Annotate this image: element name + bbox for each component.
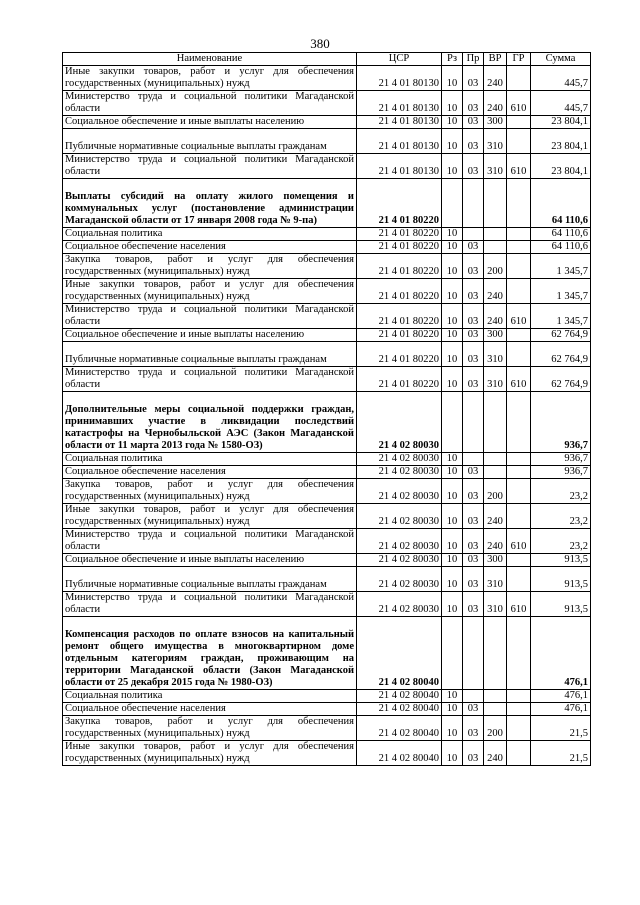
header-sum: Сумма	[531, 53, 591, 66]
cell-rz: 10	[442, 466, 463, 479]
cell-rz	[442, 179, 463, 228]
cell-gr: 610	[507, 91, 531, 116]
cell-vr	[484, 690, 507, 703]
cell-pr	[463, 617, 484, 690]
cell-rz: 10	[442, 279, 463, 304]
cell-sum: 62 764,9	[531, 342, 591, 367]
cell-name: Социальное обеспечение населения	[63, 703, 357, 716]
cell-csr: 21 4 01 80220	[357, 367, 442, 392]
cell-vr: 310	[484, 342, 507, 367]
budget-table	[62, 52, 591, 766]
cell-gr	[507, 241, 531, 254]
cell-vr	[484, 703, 507, 716]
cell-name: Социальное обеспечение и иные выплаты населению	[63, 329, 357, 342]
cell-sum: 23,2	[531, 479, 591, 504]
table-row	[63, 741, 591, 766]
table-row	[63, 342, 591, 367]
cell-pr: 03	[463, 116, 484, 129]
table-row	[63, 254, 591, 279]
cell-vr	[484, 466, 507, 479]
cell-gr: 610	[507, 304, 531, 329]
cell-name: Иные закупки товаров, работ и услуг для обеспечения государственных (муниципальных) нужд	[63, 66, 357, 91]
cell-gr	[507, 690, 531, 703]
table-row	[63, 567, 591, 592]
cell-sum: 62 764,9	[531, 367, 591, 392]
cell-sum: 936,7	[531, 466, 591, 479]
cell-sum: 21,5	[531, 741, 591, 766]
cell-rz: 10	[442, 504, 463, 529]
cell-rz	[442, 392, 463, 453]
cell-vr: 240	[484, 66, 507, 91]
cell-csr: 21 4 01 80220	[357, 342, 442, 367]
cell-vr: 310	[484, 154, 507, 179]
table-row	[63, 304, 591, 329]
table-row	[63, 504, 591, 529]
cell-gr: 610	[507, 529, 531, 554]
cell-gr: 610	[507, 154, 531, 179]
header-gr: ГР	[507, 53, 531, 66]
cell-gr	[507, 703, 531, 716]
cell-gr	[507, 228, 531, 241]
cell-csr: 21 4 01 80130	[357, 154, 442, 179]
header-vr: ВР	[484, 53, 507, 66]
cell-csr: 21 4 02 80030	[357, 592, 442, 617]
cell-pr: 03	[463, 154, 484, 179]
cell-pr	[463, 453, 484, 466]
header-csr: ЦСР	[357, 53, 442, 66]
cell-vr: 310	[484, 567, 507, 592]
cell-sum: 1 345,7	[531, 254, 591, 279]
cell-gr	[507, 342, 531, 367]
table-row	[63, 116, 591, 129]
cell-name: Публичные нормативные социальные выплаты гражданам	[63, 567, 357, 592]
cell-gr	[507, 479, 531, 504]
cell-gr	[507, 504, 531, 529]
cell-gr	[507, 66, 531, 91]
header-name: Наименование	[63, 53, 357, 66]
cell-pr: 03	[463, 479, 484, 504]
cell-csr: 21 4 01 80220	[357, 228, 442, 241]
cell-pr: 03	[463, 91, 484, 116]
cell-sum: 23 804,1	[531, 129, 591, 154]
cell-name: Министерство труда и социальной политики Магаданской области	[63, 154, 357, 179]
cell-pr: 03	[463, 592, 484, 617]
cell-sum: 1 345,7	[531, 279, 591, 304]
cell-pr: 03	[463, 129, 484, 154]
table-row	[63, 154, 591, 179]
cell-sum: 445,7	[531, 66, 591, 91]
cell-vr: 200	[484, 716, 507, 741]
cell-rz: 10	[442, 554, 463, 567]
cell-csr: 21 4 02 80030	[357, 392, 442, 453]
table-row	[63, 66, 591, 91]
cell-pr: 03	[463, 279, 484, 304]
cell-gr: 610	[507, 367, 531, 392]
cell-vr: 310	[484, 592, 507, 617]
cell-pr	[463, 392, 484, 453]
cell-name: Закупка товаров, работ и услуг для обеспечения государственных (муниципальных) нужд	[63, 716, 357, 741]
cell-pr: 03	[463, 703, 484, 716]
cell-csr: 21 4 02 80040	[357, 741, 442, 766]
cell-gr	[507, 279, 531, 304]
table-row	[63, 479, 591, 504]
table-row	[63, 329, 591, 342]
cell-sum: 913,5	[531, 567, 591, 592]
cell-sum: 62 764,9	[531, 329, 591, 342]
cell-sum: 23,2	[531, 529, 591, 554]
cell-rz: 10	[442, 690, 463, 703]
cell-name: Социальная политика	[63, 690, 357, 703]
table-row	[63, 367, 591, 392]
cell-rz: 10	[442, 241, 463, 254]
cell-pr: 03	[463, 567, 484, 592]
cell-csr: 21 4 02 80030	[357, 504, 442, 529]
cell-sum: 23,2	[531, 504, 591, 529]
cell-csr: 21 4 02 80040	[357, 617, 442, 690]
cell-name: Закупка товаров, работ и услуг для обеспечения государственных (муниципальных) нужд	[63, 254, 357, 279]
table-row	[63, 241, 591, 254]
cell-pr	[463, 179, 484, 228]
cell-csr: 21 4 01 80220	[357, 304, 442, 329]
table-row	[63, 617, 591, 690]
cell-pr: 03	[463, 304, 484, 329]
cell-sum: 64 110,6	[531, 241, 591, 254]
cell-vr	[484, 392, 507, 453]
cell-name: Закупка товаров, работ и услуг для обеспечения государственных (муниципальных) нужд	[63, 479, 357, 504]
cell-vr: 310	[484, 129, 507, 154]
cell-rz: 10	[442, 453, 463, 466]
cell-csr: 21 4 01 80130	[357, 91, 442, 116]
cell-rz: 10	[442, 116, 463, 129]
cell-name: Социальное обеспечение и иные выплаты населению	[63, 554, 357, 567]
cell-name: Дополнительные меры социальной поддержки граждан, принимавших участие в ликвидации последствий катастрофы на Чернобыльской АЭС (Закон Магаданской области от 11 марта 2013 года № 1580-ОЗ)	[63, 392, 357, 453]
cell-gr	[507, 716, 531, 741]
cell-csr: 21 4 02 80030	[357, 453, 442, 466]
cell-gr	[507, 567, 531, 592]
cell-csr: 21 4 01 80130	[357, 116, 442, 129]
cell-pr: 03	[463, 554, 484, 567]
table-row	[63, 228, 591, 241]
cell-pr: 03	[463, 241, 484, 254]
cell-rz: 10	[442, 91, 463, 116]
cell-sum: 1 345,7	[531, 304, 591, 329]
table-row	[63, 91, 591, 116]
cell-gr	[507, 116, 531, 129]
cell-pr: 03	[463, 529, 484, 554]
cell-vr: 240	[484, 304, 507, 329]
cell-name: Иные закупки товаров, работ и услуг для обеспечения государственных (муниципальных) нужд	[63, 279, 357, 304]
cell-csr: 21 4 02 80040	[357, 716, 442, 741]
header-pr: Пр	[463, 53, 484, 66]
cell-name: Министерство труда и социальной политики Магаданской области	[63, 592, 357, 617]
cell-sum: 23 804,1	[531, 154, 591, 179]
cell-rz: 10	[442, 529, 463, 554]
cell-vr: 240	[484, 529, 507, 554]
cell-gr	[507, 453, 531, 466]
cell-csr: 21 4 01 80130	[357, 66, 442, 91]
cell-sum: 64 110,6	[531, 228, 591, 241]
cell-pr: 03	[463, 329, 484, 342]
cell-gr	[507, 466, 531, 479]
cell-name: Выплаты субсидий на оплату жилого помещения и коммунальных услуг (постановление администрации Магаданской области от 17 января 2008 года № 9-па)	[63, 179, 357, 228]
cell-pr	[463, 690, 484, 703]
cell-vr	[484, 179, 507, 228]
cell-csr: 21 4 01 80220	[357, 241, 442, 254]
cell-rz: 10	[442, 479, 463, 504]
cell-rz: 10	[442, 154, 463, 179]
cell-vr: 310	[484, 367, 507, 392]
cell-csr: 21 4 02 80040	[357, 703, 442, 716]
cell-rz	[442, 617, 463, 690]
cell-gr: 610	[507, 592, 531, 617]
cell-sum: 476,1	[531, 690, 591, 703]
header-rz: Рз	[442, 53, 463, 66]
cell-name: Министерство труда и социальной политики Магаданской области	[63, 91, 357, 116]
cell-name: Социальное обеспечение и иные выплаты населению	[63, 116, 357, 129]
table-row	[63, 592, 591, 617]
cell-vr: 240	[484, 741, 507, 766]
cell-rz: 10	[442, 567, 463, 592]
cell-pr	[463, 228, 484, 241]
cell-gr	[507, 554, 531, 567]
cell-gr	[507, 392, 531, 453]
cell-rz: 10	[442, 304, 463, 329]
cell-pr: 03	[463, 741, 484, 766]
cell-rz: 10	[442, 66, 463, 91]
cell-rz: 10	[442, 367, 463, 392]
table-row	[63, 279, 591, 304]
cell-sum: 23 804,1	[531, 116, 591, 129]
cell-gr	[507, 129, 531, 154]
cell-gr	[507, 179, 531, 228]
table-header-row	[63, 53, 591, 66]
cell-vr	[484, 228, 507, 241]
cell-rz: 10	[442, 342, 463, 367]
cell-pr: 03	[463, 66, 484, 91]
cell-name: Министерство труда и социальной политики Магаданской области	[63, 367, 357, 392]
cell-csr: 21 4 02 80030	[357, 529, 442, 554]
cell-gr	[507, 741, 531, 766]
table-row	[63, 690, 591, 703]
cell-vr	[484, 453, 507, 466]
cell-vr: 300	[484, 329, 507, 342]
cell-rz: 10	[442, 716, 463, 741]
page-number: 380	[310, 36, 330, 51]
cell-gr	[507, 329, 531, 342]
table-row	[63, 453, 591, 466]
cell-rz: 10	[442, 592, 463, 617]
cell-csr: 21 4 01 80220	[357, 179, 442, 228]
cell-name: Социальная политика	[63, 453, 357, 466]
cell-name: Социальное обеспечение населения	[63, 466, 357, 479]
table-body	[63, 66, 591, 766]
cell-name: Министерство труда и социальной политики Магаданской области	[63, 529, 357, 554]
table-row	[63, 466, 591, 479]
cell-sum: 64 110,6	[531, 179, 591, 228]
cell-pr: 03	[463, 466, 484, 479]
cell-csr: 21 4 02 80030	[357, 554, 442, 567]
cell-sum: 445,7	[531, 91, 591, 116]
cell-pr: 03	[463, 367, 484, 392]
cell-csr: 21 4 02 80030	[357, 466, 442, 479]
cell-rz: 10	[442, 741, 463, 766]
cell-csr: 21 4 01 80220	[357, 279, 442, 304]
cell-rz: 10	[442, 703, 463, 716]
cell-gr	[507, 254, 531, 279]
cell-name: Компенсация расходов по оплате взносов на капитальный ремонт общего имущества в многоквартирном доме отдельным категориям граждан, проживающим на территории Магаданской области (Закон Магаданской области от 25 декабря 2015 года № 1980-ОЗ)	[63, 617, 357, 690]
cell-csr: 21 4 02 80030	[357, 567, 442, 592]
cell-vr	[484, 241, 507, 254]
cell-vr: 200	[484, 254, 507, 279]
table-row	[63, 129, 591, 154]
cell-pr: 03	[463, 716, 484, 741]
cell-name: Иные закупки товаров, работ и услуг для обеспечения государственных (муниципальных) нужд	[63, 504, 357, 529]
cell-csr: 21 4 01 80220	[357, 254, 442, 279]
cell-sum: 476,1	[531, 617, 591, 690]
cell-name: Иные закупки товаров, работ и услуг для обеспечения государственных (муниципальных) нужд	[63, 741, 357, 766]
cell-sum: 913,5	[531, 592, 591, 617]
cell-name: Социальное обеспечение населения	[63, 241, 357, 254]
cell-sum: 936,7	[531, 453, 591, 466]
table-row	[63, 529, 591, 554]
cell-rz: 10	[442, 228, 463, 241]
table-row	[63, 703, 591, 716]
cell-sum: 913,5	[531, 554, 591, 567]
cell-sum: 936,7	[531, 392, 591, 453]
cell-gr	[507, 617, 531, 690]
cell-vr: 300	[484, 116, 507, 129]
cell-sum: 21,5	[531, 716, 591, 741]
cell-rz: 10	[442, 254, 463, 279]
cell-sum: 476,1	[531, 703, 591, 716]
cell-csr: 21 4 01 80130	[357, 129, 442, 154]
cell-name: Публичные нормативные социальные выплаты гражданам	[63, 342, 357, 367]
cell-rz: 10	[442, 129, 463, 154]
cell-vr: 240	[484, 279, 507, 304]
cell-pr: 03	[463, 504, 484, 529]
cell-name: Социальная политика	[63, 228, 357, 241]
cell-rz: 10	[442, 329, 463, 342]
cell-csr: 21 4 02 80040	[357, 690, 442, 703]
table-row	[63, 179, 591, 228]
cell-pr: 03	[463, 342, 484, 367]
cell-vr: 240	[484, 504, 507, 529]
cell-vr: 240	[484, 91, 507, 116]
cell-name: Публичные нормативные социальные выплаты гражданам	[63, 129, 357, 154]
cell-vr: 200	[484, 479, 507, 504]
cell-name: Министерство труда и социальной политики Магаданской области	[63, 304, 357, 329]
cell-csr: 21 4 02 80030	[357, 479, 442, 504]
table-row	[63, 554, 591, 567]
cell-pr: 03	[463, 254, 484, 279]
cell-csr: 21 4 01 80220	[357, 329, 442, 342]
cell-vr	[484, 617, 507, 690]
table-row	[63, 716, 591, 741]
table-row	[63, 392, 591, 453]
cell-vr: 300	[484, 554, 507, 567]
